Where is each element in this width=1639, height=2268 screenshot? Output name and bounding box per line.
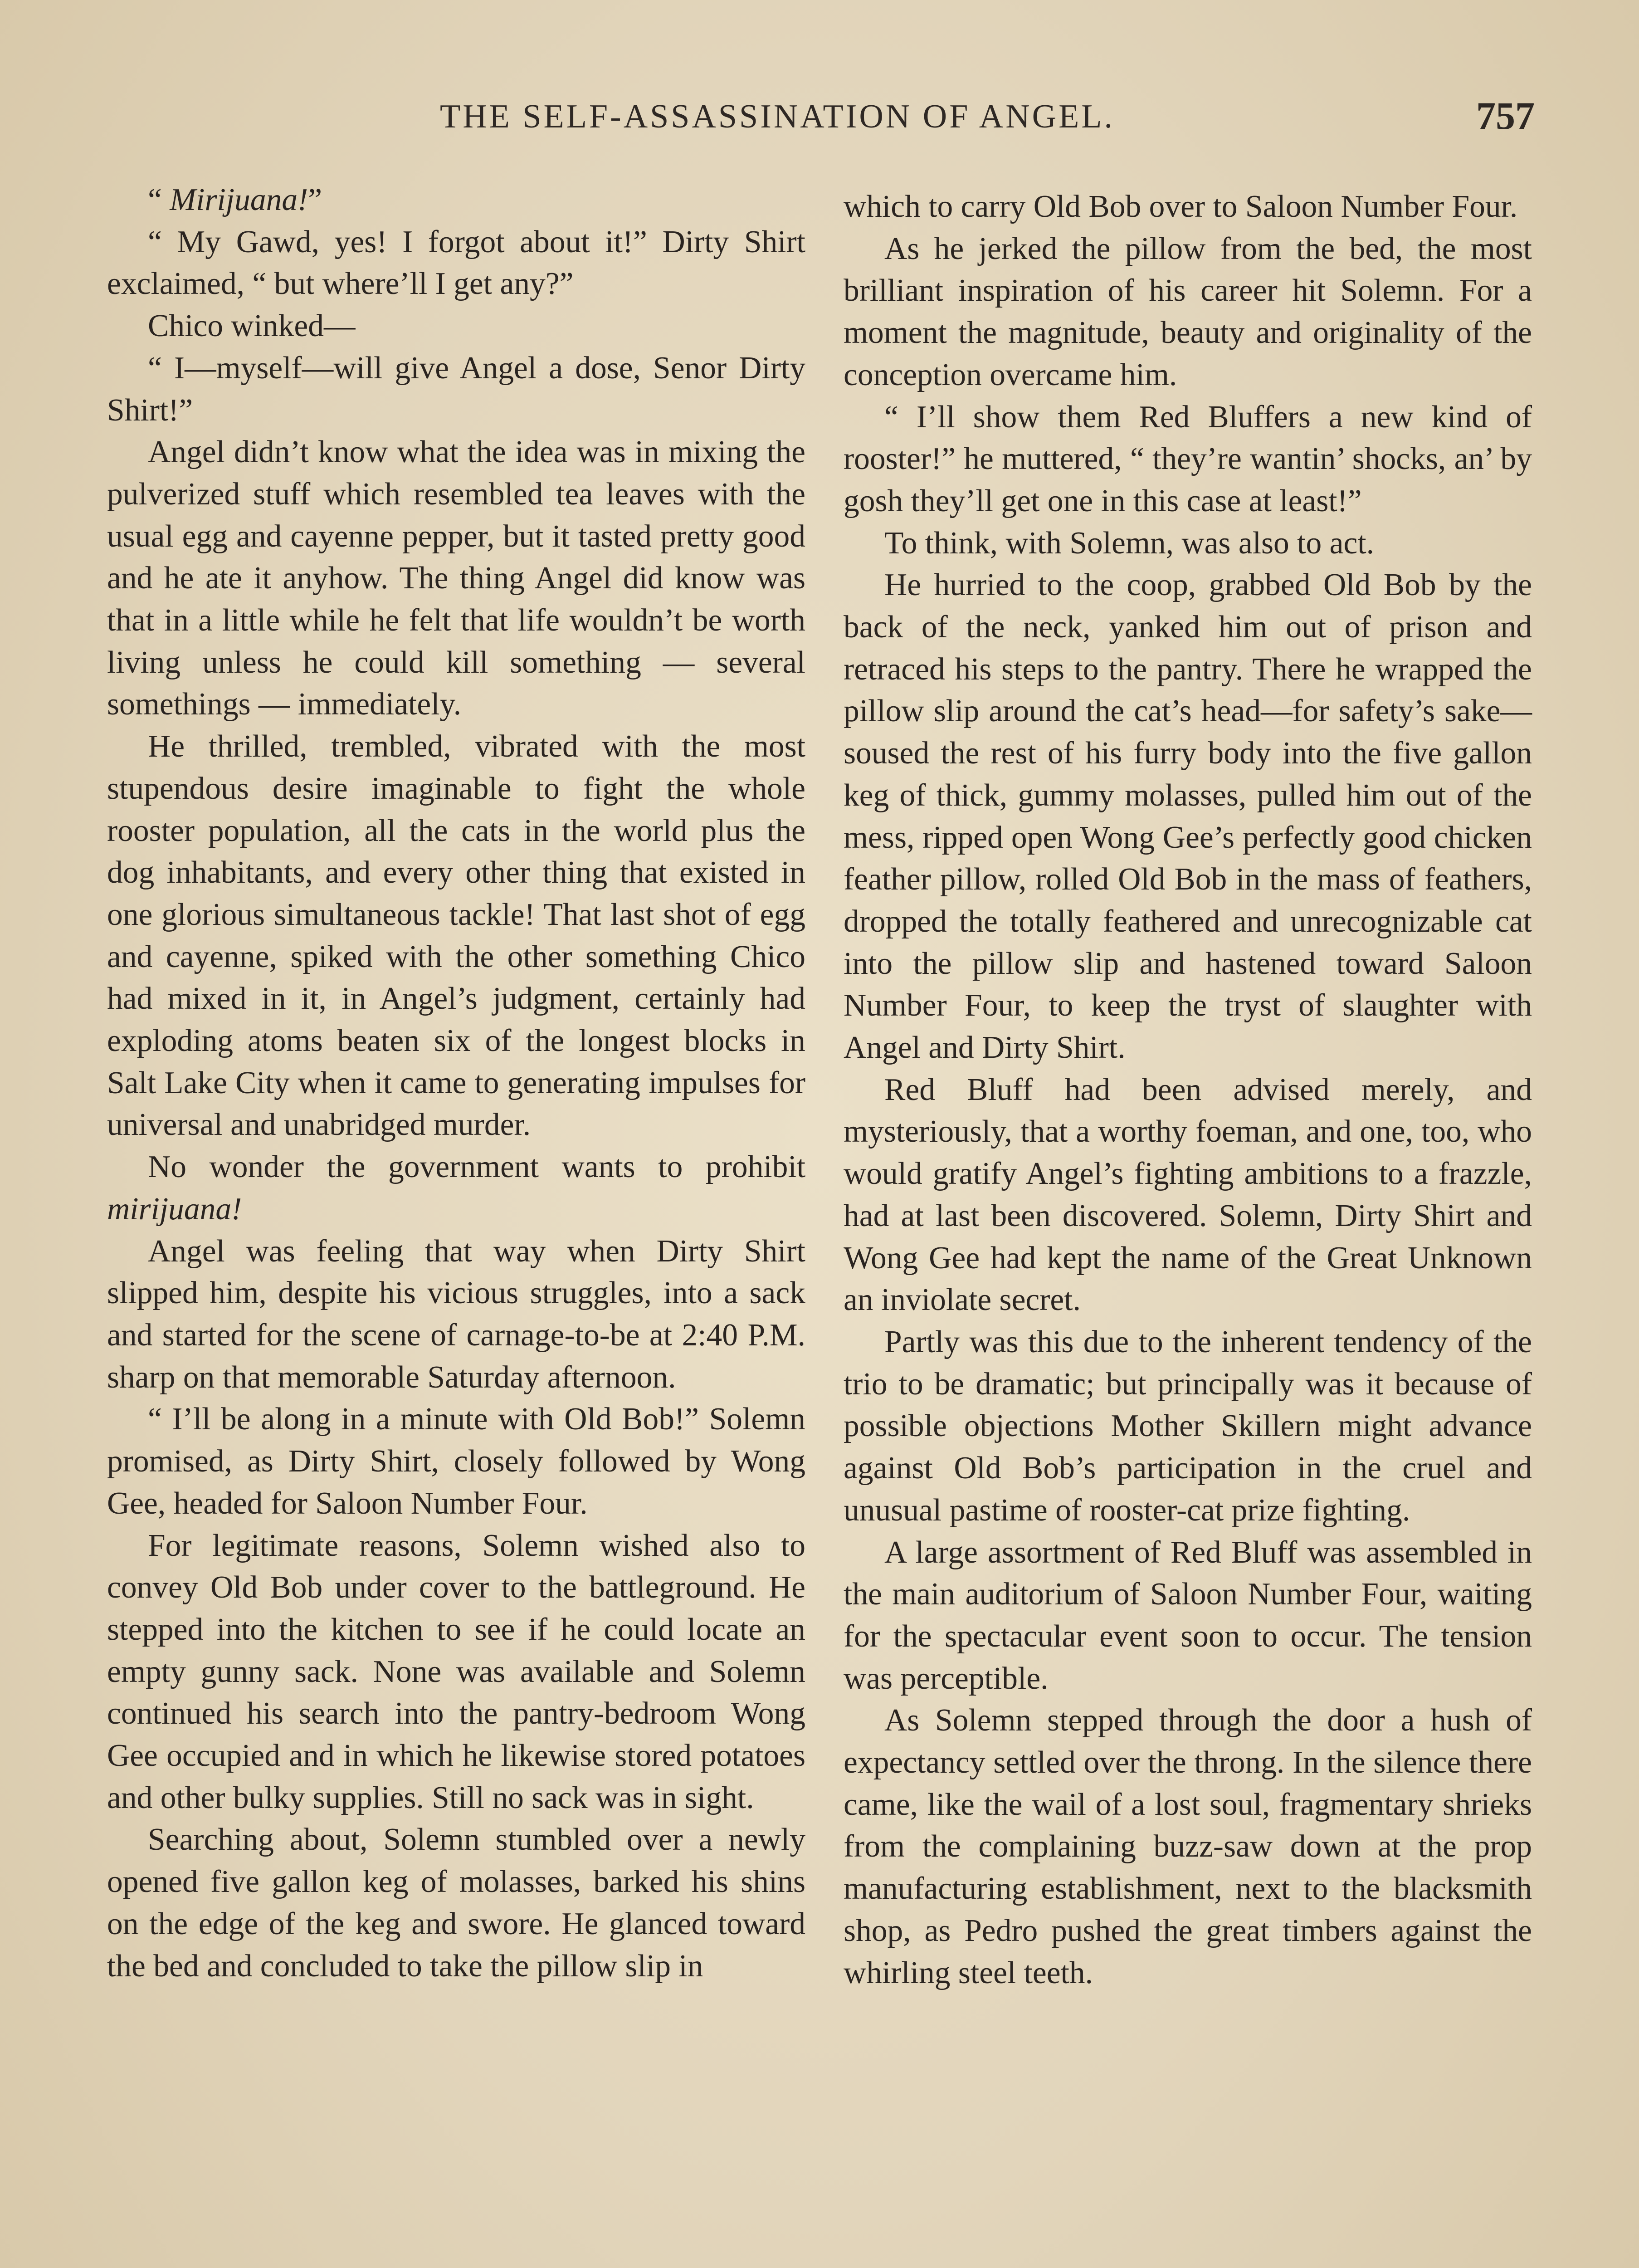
paragraph-text: No wonder the government wants to prohibit: [148, 1149, 805, 1185]
paragraph: Chico winked—: [148, 308, 356, 344]
paragraph: A large assortment of Red Bluff was assembled in the main auditorium of Saloon Number Four, waiting for the spectacular event soon to occur. The tension was perceptible.: [844, 1535, 1532, 1696]
paragraph: Red Bluff had been advised merely, and mysteriously, that a worthy foeman, and one, too, who would gratify Angel’s fighting ambitions to a frazzle, had at last been discovered. Solemn, Dirty Shirt and Wong Gee had kept the name of the Great Unknown an inviolate secret.: [844, 1072, 1532, 1318]
paragraph: “ I’ll be along in a minute with Old Bob!” Solemn promised, as Dirty Shirt, closely followed by Wong Gee, headed for Saloon Number Four.: [107, 1402, 805, 1521]
paragraph: which to carry Old Bob over to Saloon Number Four.: [844, 189, 1518, 224]
paragraph: To think, with Solemn, was also to act.: [884, 525, 1374, 561]
paragraph: Angel didn’t know what the idea was in mixing the pulverized stuff which resembled tea leaves with the usual egg and cayenne pepper, but it tasted pretty good and he ate it anyhow. The thing Angel did know was that in a little while he felt that life wouldn’t be worth living unless he could kill something — several somethings — immediately.: [107, 435, 805, 722]
paragraph: As Solemn stepped through the door a hush of expectancy settled over the throng. In the silence there came, like the wail of a lost soul, fragmentary shrieks from the complaining buzz-saw down at the prop manufacturing establishment, next to the blacksmith shop, as Pedro pushed the great timbers against the whirling steel teeth.: [844, 1703, 1532, 1990]
paragraph: Searching about, Solemn stumbled over a newly opened five gallon keg of molasses, barked his shins on the edge of the keg and swore. He glanced toward the bed and concluded to take the pillow slip in: [107, 1822, 805, 1984]
running-title: THE SELF-ASSASSINATION OF ANGEL.: [440, 98, 1115, 135]
paragraph: He thrilled, trembled, vibrated with the most stupendous desire imaginable to fight the whole rooster population, all the cats in the world plus the dog inhabitants, and every other thing that existed in one glorious simultaneous tackle! That last shot of egg and cayenne, spiked with the other something Chico had mixed in it, in Angel’s judgment, certainly had exploding atoms beaten six of the longest blocks in Salt Lake City when it came to generating impulses for universal and unabridged murder.: [107, 729, 805, 1143]
paragraph: As he jerked the pillow from the bed, the most brilliant inspiration of his career hit Solemn. For a moment the magnitude, beauty and originality of the conception overcame him.: [844, 231, 1532, 392]
paragraph-text: “: [148, 182, 170, 217]
paragraph: Partly was this due to the inherent tendency of the trio to be dramatic; but principally was it because of possible objections Mother Skillern might advance against Old Bob’s participation in the cruel and unusual pastime of rooster-cat prize fighting.: [844, 1324, 1532, 1528]
paragraph: “ I—myself—will give Angel a dose, Senor Dirty Shirt!”: [107, 350, 805, 428]
emphasis-text: mirijuana!: [107, 1191, 242, 1227]
paragraph: “ I’ll show them Red Bluffers a new kind of rooster!” he muttered, “ they’re wantin’ shocks, an’ by gosh they’ll get one in this case at least!”: [844, 399, 1532, 518]
paragraph: For legitimate reasons, Solemn wished also to convey Old Bob under cover to the battleground. He stepped into the kitchen to see if he could locate an empty gunny sack. None was available and Solemn continued his search into the pantry-bedroom Wong Gee occupied and in which he likewise stored potatoes and other bulky supplies. Still no sack was in sight.: [107, 1528, 805, 1815]
paragraph: He hurried to the coop, grabbed Old Bob by the back of the neck, yanked him out of prison and retraced his steps to the pantry. There he wrapped the pillow slip around the cat’s head—for safety’s sake—soused the rest of his furry body into the five gallon keg of thick, gummy molasses, pulled him out of the mess, ripped open Wong Gee’s perfectly good chicken feather pillow, rolled Old Bob in the mass of feathers, dropped the totally feathered and unrecognizable cat into the pillow slip and hastened toward Saloon Number Four, to keep the tryst of slaughter with Angel and Dirty Shirt.: [844, 567, 1532, 1066]
page-header: [0, 93, 1639, 152]
emphasis-text: Mirijuana!: [170, 182, 308, 217]
paragraph-text: ”: [308, 182, 322, 217]
paragraph: [107, 179, 805, 221]
left-text-column: [107, 179, 805, 1987]
paragraph: Angel was feeling that way when Dirty Shirt slipped him, despite his vicious struggles, into a sack and started for the scene of carnage-to-be at 2:40 P.M. sharp on that memorable Saturday afternoon.: [107, 1233, 805, 1395]
page-number: 757: [1476, 94, 1535, 137]
right-text-column: [844, 186, 1532, 1994]
paragraph: “ My Gawd, yes! I forgot about it!” Dirty Shirt exclaimed, “ but where’ll I get any?”: [107, 224, 805, 302]
paragraph: [107, 1146, 805, 1230]
